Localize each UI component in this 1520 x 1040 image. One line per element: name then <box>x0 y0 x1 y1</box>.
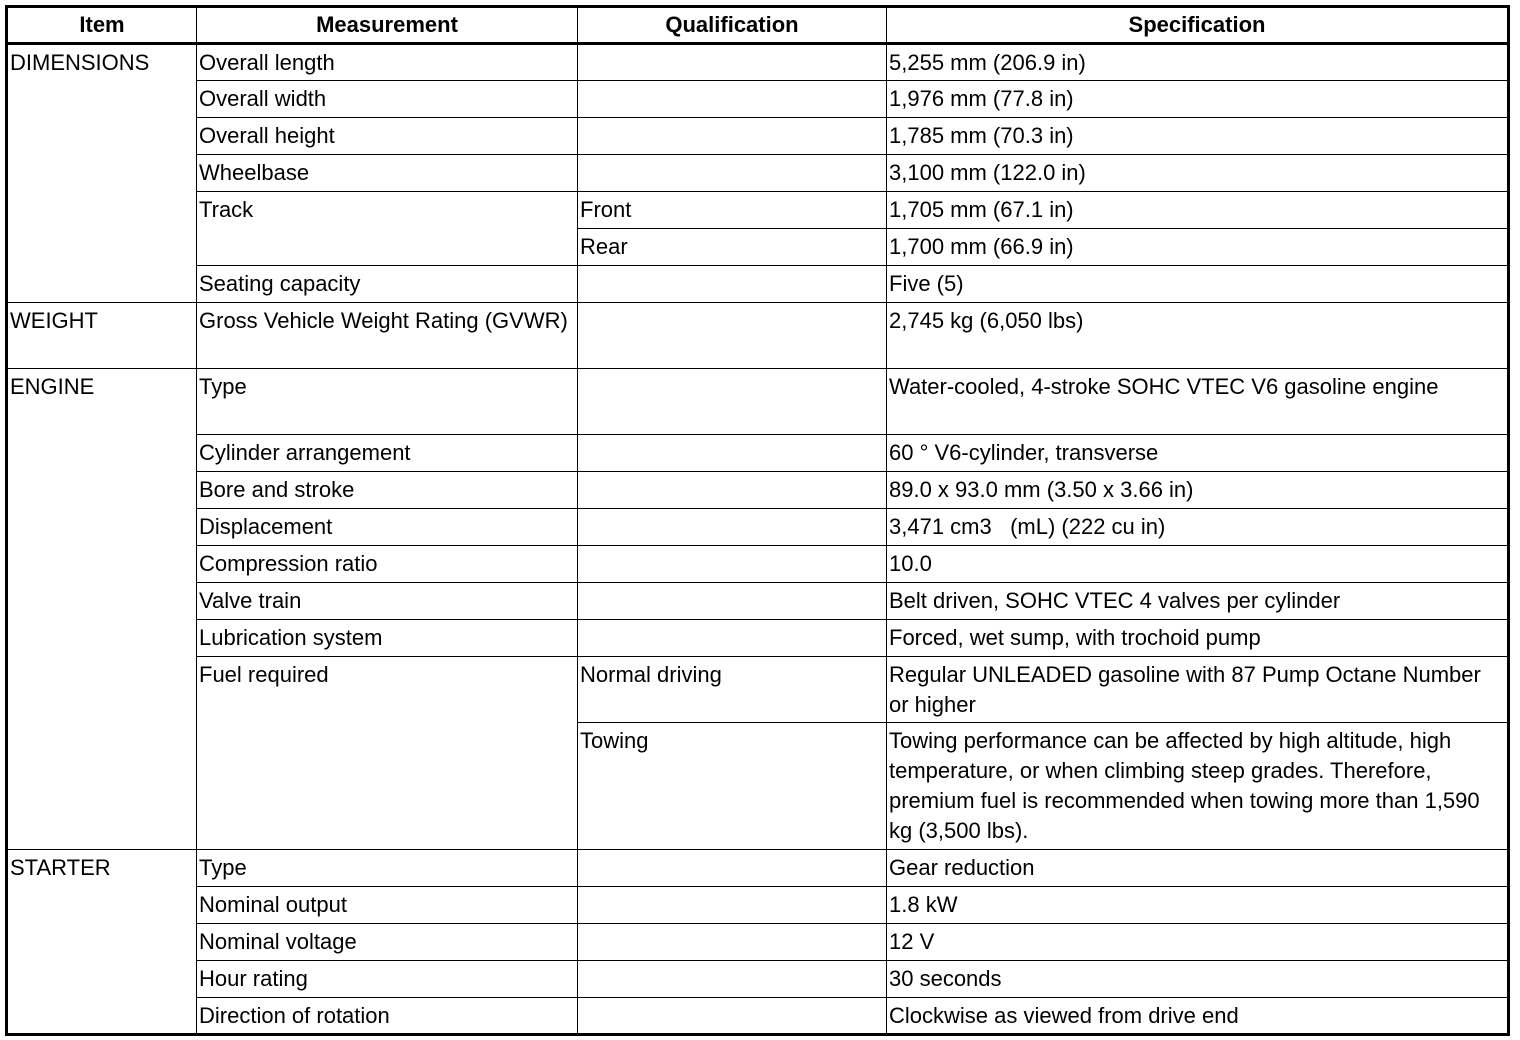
table-row <box>7 192 1509 229</box>
measurement-cell: Overall height <box>197 118 578 155</box>
specification-cell: 30 seconds <box>887 961 1509 998</box>
measurement-cell: Displacement <box>197 509 578 546</box>
specifications-table <box>5 5 1510 1036</box>
measurement-cell: Wheelbase <box>197 155 578 192</box>
table-row <box>7 266 1509 303</box>
specification-cell: Forced, wet sump, with trochoid pump <box>887 620 1509 657</box>
qualification-cell <box>578 435 887 472</box>
table-row <box>7 155 1509 192</box>
qualification-cell: Normal driving <box>578 657 887 723</box>
header-qualification: Qualification <box>578 7 887 44</box>
header-item: Item <box>7 7 197 44</box>
specification-cell: 12 V <box>887 924 1509 961</box>
specification-cell: Belt driven, SOHC VTEC 4 valves per cylinder <box>887 583 1509 620</box>
qualification-cell <box>578 998 887 1035</box>
measurement-cell: Compression ratio <box>197 546 578 583</box>
specification-cell: 1.8 kW <box>887 887 1509 924</box>
measurement-cell: Type <box>197 369 578 435</box>
measurement-cell: Nominal voltage <box>197 924 578 961</box>
table-row <box>7 435 1509 472</box>
table-row <box>7 998 1509 1035</box>
specification-cell: 1,700 mm (66.9 in) <box>887 229 1509 266</box>
qualification-cell <box>578 472 887 509</box>
qualification-cell <box>578 155 887 192</box>
specification-cell: 1,785 mm (70.3 in) <box>887 118 1509 155</box>
category-dimensions: DIMENSIONS <box>7 44 197 303</box>
specification-cell: Towing performance can be affected by high altitude, high temperature, or when climbing steep grades. Therefore, premium fuel is recommended when towing more than 1,590 kg (3,500 lbs). <box>887 723 1509 850</box>
table-row <box>7 583 1509 620</box>
measurement-cell: Seating capacity <box>197 266 578 303</box>
specification-cell: Gear reduction <box>887 850 1509 887</box>
specification-cell: 1,705 mm (67.1 in) <box>887 192 1509 229</box>
qualification-cell <box>578 620 887 657</box>
qualification-cell <box>578 887 887 924</box>
measurement-cell: Overall width <box>197 81 578 118</box>
measurement-cell: Type <box>197 850 578 887</box>
specification-cell: 3,471 cm3 (mL) (222 cu in) <box>887 509 1509 546</box>
specification-cell: 3,100 mm (122.0 in) <box>887 155 1509 192</box>
measurement-cell: Fuel required <box>197 657 578 850</box>
specification-cell: 89.0 x 93.0 mm (3.50 x 3.66 in) <box>887 472 1509 509</box>
table-body <box>7 44 1509 1035</box>
category-starter: STARTER <box>7 850 197 1035</box>
qualification-cell <box>578 924 887 961</box>
qualification-cell <box>578 509 887 546</box>
qualification-cell <box>578 546 887 583</box>
qualification-cell <box>578 118 887 155</box>
measurement-cell: Direction of rotation <box>197 998 578 1035</box>
qualification-cell <box>578 850 887 887</box>
measurement-cell: Hour rating <box>197 961 578 998</box>
table-row <box>7 509 1509 546</box>
table-row <box>7 961 1509 998</box>
header-row <box>7 7 1509 44</box>
table-header <box>7 7 1509 44</box>
measurement-cell: Nominal output <box>197 887 578 924</box>
table-row <box>7 303 1509 369</box>
specification-cell: 60 ° V6-cylinder, transverse <box>887 435 1509 472</box>
category-engine: ENGINE <box>7 369 197 850</box>
qualification-cell <box>578 369 887 435</box>
specification-cell: Water-cooled, 4-stroke SOHC VTEC V6 gasoline engine <box>887 369 1509 435</box>
table-row <box>7 44 1509 81</box>
category-weight: WEIGHT <box>7 303 197 369</box>
measurement-cell: Bore and stroke <box>197 472 578 509</box>
specification-cell: 1,976 mm (77.8 in) <box>887 81 1509 118</box>
qualification-cell <box>578 81 887 118</box>
table-row <box>7 118 1509 155</box>
qualification-cell <box>578 583 887 620</box>
header-specification: Specification <box>887 7 1509 44</box>
qualification-cell: Towing <box>578 723 887 850</box>
measurement-cell: Track <box>197 192 578 266</box>
qualification-cell <box>578 266 887 303</box>
specification-cell: 2,745 kg (6,050 lbs) <box>887 303 1509 369</box>
table-row <box>7 546 1509 583</box>
qualification-cell: Rear <box>578 229 887 266</box>
measurement-cell: Lubrication system <box>197 620 578 657</box>
table-row <box>7 81 1509 118</box>
table-row <box>7 472 1509 509</box>
specification-cell: Clockwise as viewed from drive end <box>887 998 1509 1035</box>
specification-cell: 10.0 <box>887 546 1509 583</box>
qualification-cell <box>578 961 887 998</box>
measurement-cell: Gross Vehicle Weight Rating (GVWR) <box>197 303 578 369</box>
table-row <box>7 620 1509 657</box>
table-row <box>7 657 1509 723</box>
qualification-cell: Front <box>578 192 887 229</box>
specification-cell: Regular UNLEADED gasoline with 87 Pump Octane Number or higher <box>887 657 1509 723</box>
table-row <box>7 369 1509 435</box>
measurement-cell: Cylinder arrangement <box>197 435 578 472</box>
qualification-cell <box>578 44 887 81</box>
specification-cell: 5,255 mm (206.9 in) <box>887 44 1509 81</box>
header-measurement: Measurement <box>197 7 578 44</box>
measurement-cell: Overall length <box>197 44 578 81</box>
specification-cell: Five (5) <box>887 266 1509 303</box>
qualification-cell <box>578 303 887 369</box>
table-row <box>7 887 1509 924</box>
table-row <box>7 850 1509 887</box>
table-row <box>7 924 1509 961</box>
measurement-cell: Valve train <box>197 583 578 620</box>
